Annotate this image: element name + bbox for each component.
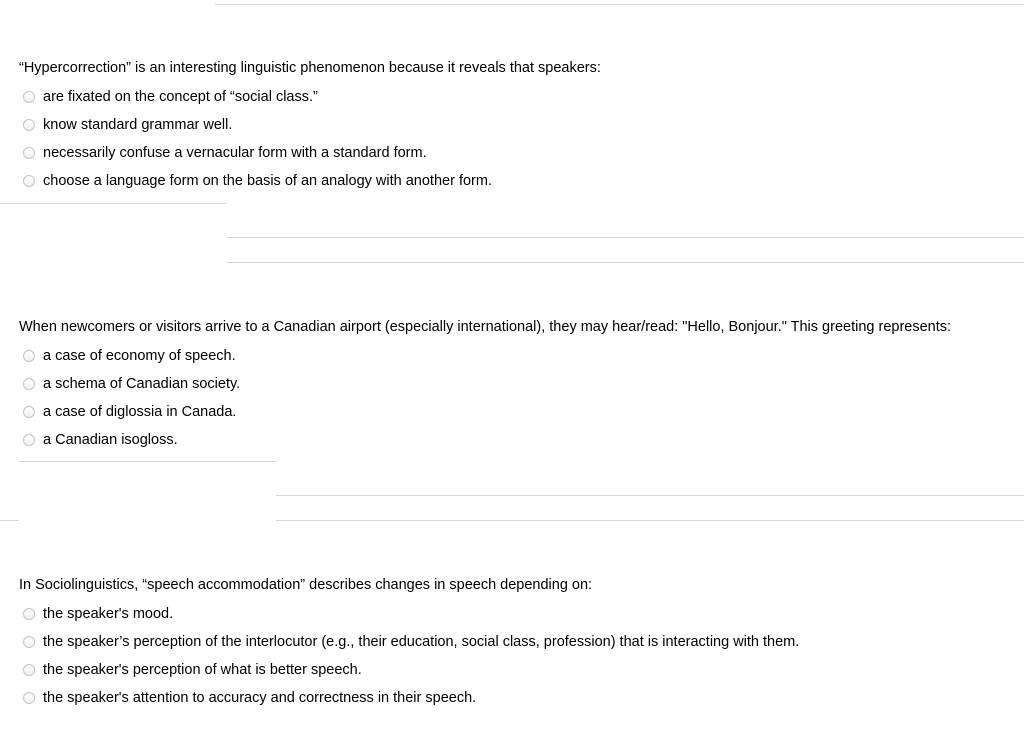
answer-option[interactable] <box>19 684 1024 712</box>
divider <box>227 262 1024 263</box>
answer-option[interactable] <box>19 426 1024 454</box>
divider <box>227 237 1024 238</box>
question-hypercorrection <box>19 59 1024 195</box>
radio-button[interactable] <box>23 147 35 159</box>
radio-button[interactable] <box>23 350 35 362</box>
radio-button[interactable] <box>23 406 35 418</box>
radio-button[interactable] <box>23 692 35 704</box>
divider <box>215 4 1024 5</box>
question-prompt: “Hypercorrection” is an interesting linguistic phenomenon because it reveals that speakers: <box>19 60 601 76</box>
answer-option-label: choose a language form on the basis of an analogy with another form. <box>43 173 492 189</box>
answer-options <box>19 342 1024 454</box>
answer-option-label: a Canadian isogloss. <box>43 432 178 448</box>
radio-button[interactable] <box>23 119 35 131</box>
divider <box>19 461 276 462</box>
radio-button[interactable] <box>23 91 35 103</box>
answer-option[interactable] <box>19 139 1024 167</box>
radio-button[interactable] <box>23 434 35 446</box>
divider <box>276 520 1024 521</box>
answer-options <box>19 83 1024 195</box>
divider <box>0 203 227 204</box>
radio-button[interactable] <box>23 608 35 620</box>
divider <box>0 520 19 521</box>
answer-option[interactable] <box>19 342 1024 370</box>
answer-option[interactable] <box>19 656 1024 684</box>
answer-option[interactable] <box>19 167 1024 195</box>
answer-option-label: are fixated on the concept of “social class.” <box>43 89 318 105</box>
radio-button[interactable] <box>23 175 35 187</box>
question-speech-accommodation <box>19 576 1024 712</box>
radio-button[interactable] <box>23 378 35 390</box>
answer-option-label: the speaker’s perception of the interlocutor (e.g., their education, social class, profession) that is interacting with them. <box>43 634 800 650</box>
answer-option-label: a case of diglossia in Canada. <box>43 404 237 420</box>
answer-option-label: a case of economy of speech. <box>43 348 236 364</box>
question-prompt: When newcomers or visitors arrive to a Canadian airport (especially international), they may hear/read: "Hello, Bonjour." This greeting represents: <box>19 319 952 335</box>
radio-button[interactable] <box>23 664 35 676</box>
question-prompt: In Sociolinguistics, “speech accommodation” describes changes in speech depending on: <box>19 577 593 593</box>
answer-option[interactable] <box>19 83 1024 111</box>
answer-option[interactable] <box>19 398 1024 426</box>
answer-option-label: know standard grammar well. <box>43 117 233 133</box>
answer-option[interactable] <box>19 628 1024 656</box>
answer-option-label: the speaker's mood. <box>43 606 174 622</box>
answer-option-label: a schema of Canadian society. <box>43 376 241 392</box>
answer-option-label: the speaker's perception of what is better speech. <box>43 662 362 678</box>
divider <box>276 495 1024 496</box>
radio-button[interactable] <box>23 636 35 648</box>
answer-option-label: necessarily confuse a vernacular form with a standard form. <box>43 145 427 161</box>
answer-options <box>19 600 1024 712</box>
answer-option-label: the speaker's attention to accuracy and correctness in their speech. <box>43 690 477 706</box>
answer-option[interactable] <box>19 370 1024 398</box>
answer-option[interactable] <box>19 111 1024 139</box>
answer-option[interactable] <box>19 600 1024 628</box>
question-airport-greeting <box>19 318 1024 454</box>
